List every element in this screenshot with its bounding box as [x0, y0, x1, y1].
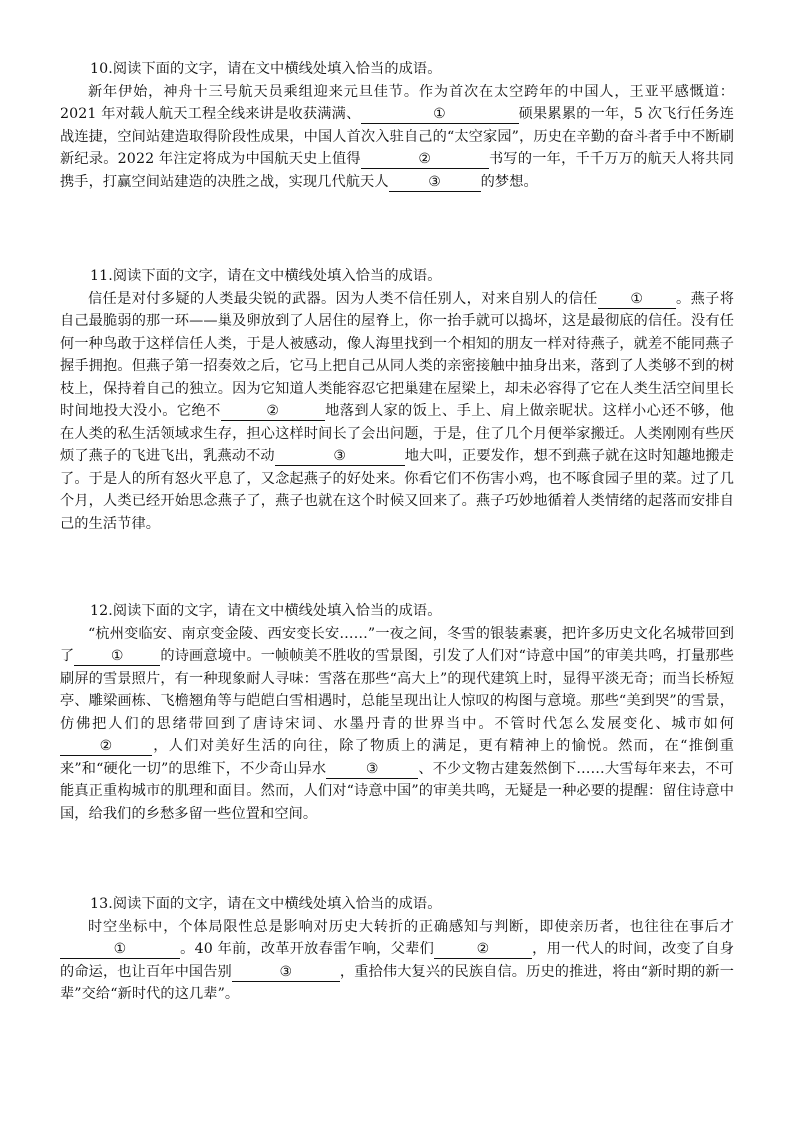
question-title: 11.阅读下面的文字，请在文中横线处填入恰当的成语。 [90, 268, 442, 284]
question-passage [60, 81, 734, 194]
answer-blank-2[interactable]: ② [361, 150, 489, 169]
question-12 [60, 600, 734, 825]
question-13 [60, 893, 734, 1006]
passage-text: 、不少文物古建轰然倒下……大雪每年来去，不可能真正重构城市的肌理和面目。然而，人们对“诗意中国”的审美共鸣，无疑是一种必要的提醒：留住诗意中国，给我们的乡愁多留一些位置和空间。 [60, 760, 735, 822]
question-10 [60, 58, 734, 193]
answer-blank-2[interactable]: ② [434, 940, 532, 959]
passage-text: 的梦想。 [480, 173, 538, 190]
passage-text: “杭州变临安、南京变金陵、西安变长安……”一夜之间，冬雪的银装素裹，把许多历史文化名城带回到了 [60, 625, 734, 664]
passage-text: ，重拾伟大复兴的民族自信。历史的推进，将由“新时期的新一辈”交给“新时代的这几辈”。 [60, 963, 735, 1002]
passage-text: 信任是对付多疑的人类最尖锐的武器。因为人类不信任别人，对来自别人的信任 [88, 290, 598, 307]
question-title: 10.阅读下面的文字，请在文中横线处填入恰当的成语。 [90, 61, 442, 77]
answer-blank-3[interactable]: ③ [232, 963, 340, 982]
passage-text: 新年伊始，神舟十三号航天员乘组迎来元旦佳节。作为首次在太空跨年的中国人，王亚平感慨道：2021 年对载人航天工程全线来讲是收获满满、 [60, 83, 734, 122]
passage-text: 的诗画意境中。一帧帧美不胜收的雪景图，引发了人们对“诗意中国”的审美共鸣，打量那些刷屏的雪景照片，有一种现象耐人寻味：雪落在那些“高大上”的现代建筑上时，显得平淡无奇；而当长桥短亭、雕梁画栋、飞檐翘角等与皑皑白雪相遇时，总能呈现出让人惊叹的构图与意境。那些“美到哭”的雪景，仿佛把人们的思绪带回到了唐诗宋词、水墨丹青的世界当中。不管时代怎么发展变化、城市如何 [60, 648, 735, 732]
passage-text: 。燕子将自己最脆弱的那一环——巢及卵放到了人居住的屋脊上，你一抬手就可以捣坏，这是最彻底的信任。没有任何一种鸟敢于这样信任人类，于是人被感动，像人海里找到一个相知的朋友一样对待燕子，就差不能同燕子握手拥抱。但燕子第一招奏效之后，它马上把自己从同人类的亲密接触中抽身出来，落到了人类够不到的树枝上，保持着自己的独立。因为它知道人类能容忍它把巢建在屋梁上，却未必容得了它在人类生活空间里长时间地投大没小。它绝不 [60, 290, 734, 419]
passage-text: ，人们对美好生活的向往，除了物质上的满足，更有精神上的愉悦。然而，在“推倒重来”和“硬化一切”的思维下，不少奇山异水 [60, 738, 734, 777]
passage-text: 时空坐标中，个体局限性总是影响对历史大转折的正确感知与判断，即使亲历者，也往往在事后才 [88, 918, 734, 935]
answer-blank-2[interactable]: ② [221, 402, 325, 421]
answer-blank-1[interactable]: ① [361, 105, 519, 124]
answer-blank-2[interactable]: ② [60, 737, 152, 756]
question-passage [60, 288, 734, 536]
question-11 [60, 265, 734, 535]
answer-blank-1[interactable]: ① [74, 647, 160, 666]
question-title: 13.阅读下面的文字，请在文中横线处填入恰当的成语。 [90, 896, 442, 912]
answer-blank-1[interactable]: ① [598, 290, 676, 309]
answer-blank-3[interactable]: ③ [326, 760, 418, 779]
answer-blank-3[interactable]: ③ [275, 447, 405, 466]
passage-text: 书写的一年，千千万万的航天人将共同携手，打赢空间站建造的决胜之战，实现几代航天人 [60, 151, 735, 190]
answer-blank-3[interactable]: ③ [389, 173, 481, 192]
answer-blank-1[interactable]: ① [60, 940, 180, 959]
question-passage [60, 916, 734, 1006]
passage-text: 。40 年前，改革开放春雷乍响，父辈们 [180, 941, 434, 957]
passage-text: 硕果累累的一年，5 次飞行任务连战连捷，空间站建造取得阶段性成果，中国人首次入驻自己的“太空家园”，历史在辛勤的奋斗者手中不断刷新纪录。2022 年注定将成为中国航天史上值得 [60, 106, 734, 167]
passage-text: 地落到人家的饭上、手上、肩上做亲昵状。这样小心还不够，他在人类的私生活领域求生存，担心这样时间长了会出问题，于是，住了几个月便举家搬迁。人类刚刚有些厌烦了燕子的飞进飞出，乳燕动不动 [60, 403, 734, 464]
question-passage [60, 623, 734, 826]
passage-text: 地大叫，正要发作，想不到燕子就在这时知趣地搬走了。于是人的所有怒火平息了，又念起燕子的好处来。你看它们不伤害小鸡，也不啄食园子里的菜。过了几个月，人类已经开始思念燕子了，燕子也就在这个时候又回来了。燕子巧妙地循着人类情绪的起落而安排自己的生活节律。 [60, 448, 734, 532]
passage-text: ，用一代人的时间，改变了自身的命运，也让百年中国告别 [60, 941, 734, 980]
question-title: 12.阅读下面的文字，请在文中横线处填入恰当的成语。 [90, 603, 442, 619]
